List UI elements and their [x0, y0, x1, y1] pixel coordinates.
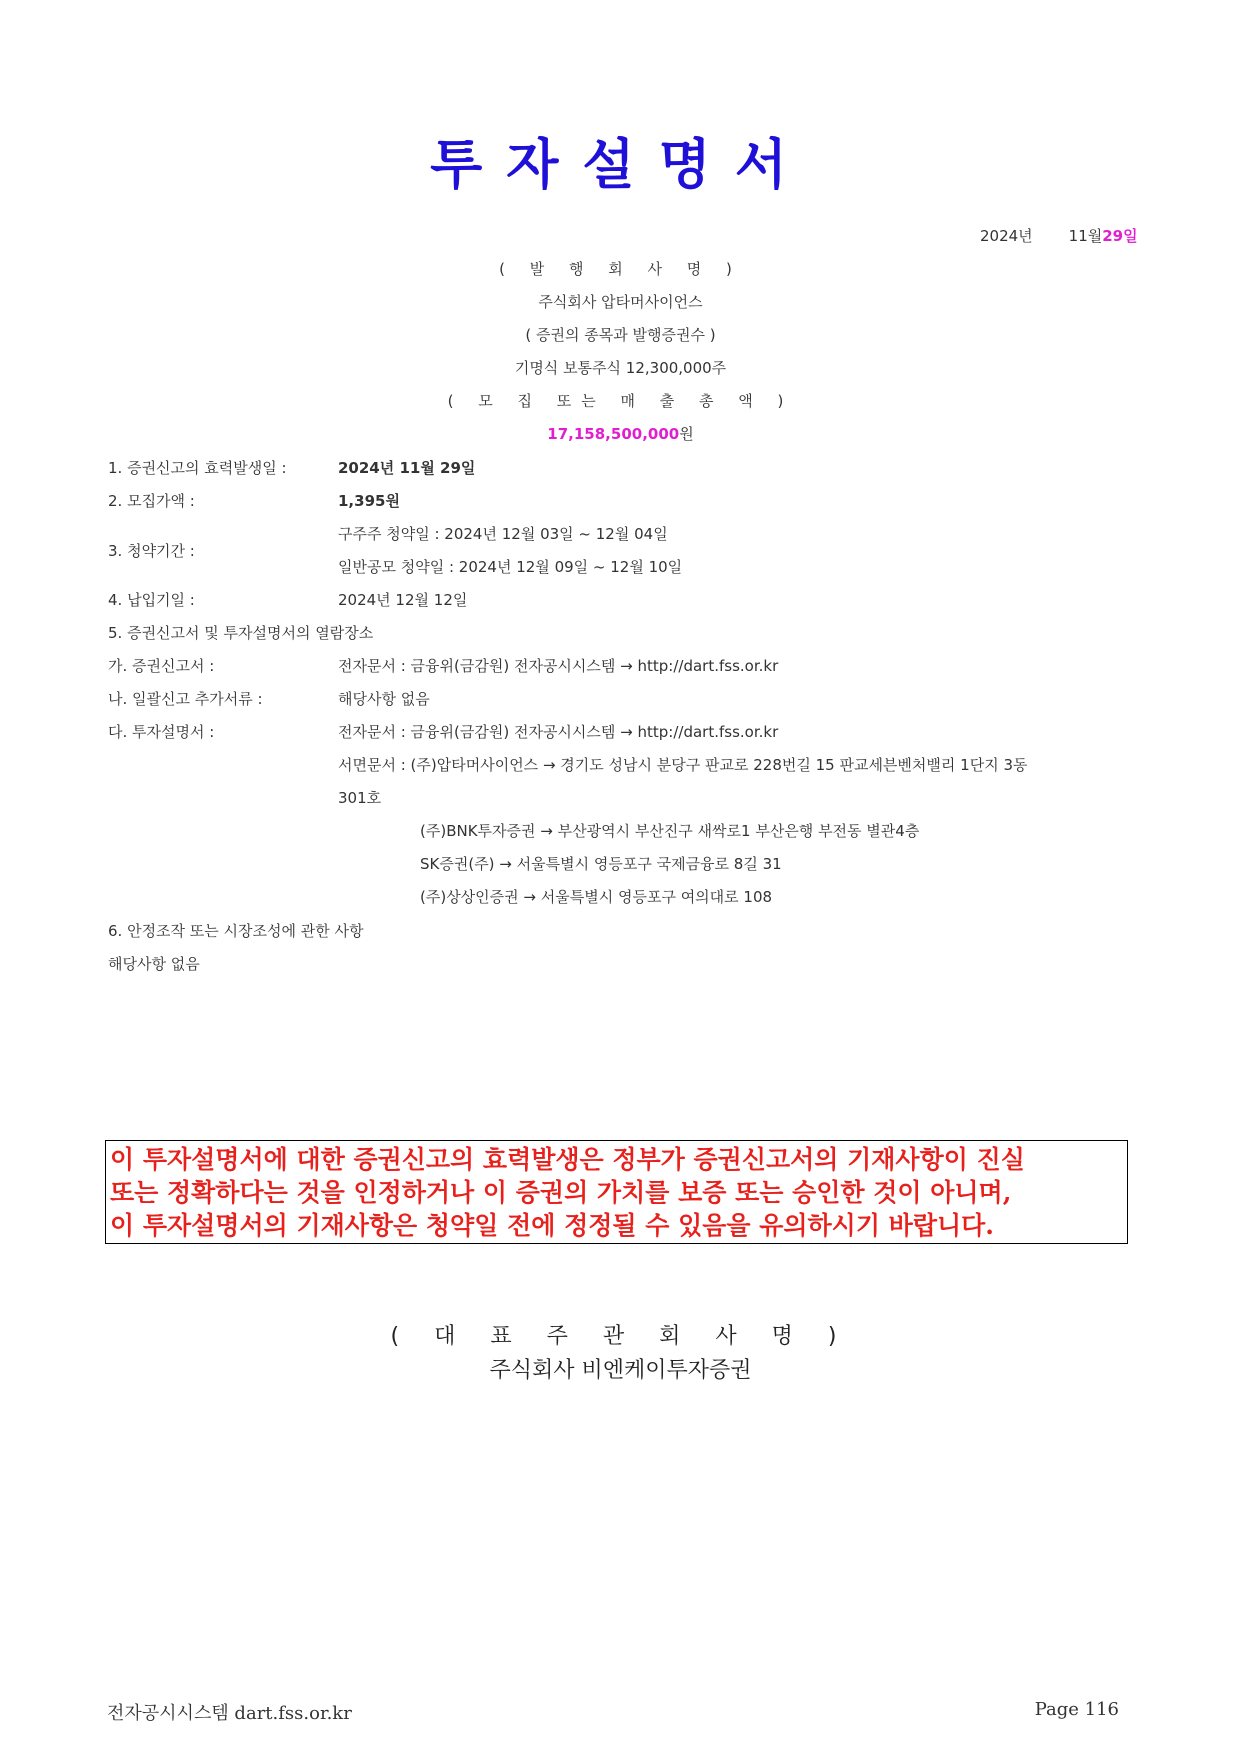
stabilization-value: 해당사항 없음: [108, 955, 200, 973]
registration-value: 전자문서 : 금융위(금감원) 전자공시시스템 → http://dart.fss.or.kr: [338, 657, 779, 675]
stabilization-heading: 6. 안정조작 또는 시장조성에 관한 사항: [108, 922, 364, 940]
date-day: 29일: [1102, 227, 1138, 245]
subscription-public: 일반공모 청약일 : 2024년 12월 09일 ~ 12월 10일: [338, 558, 683, 576]
amount-number: 17,158,500,000: [547, 425, 680, 443]
prospectus-paper-line2: 301호: [338, 789, 382, 807]
registration-label: 가. 증권신고서 :: [108, 657, 215, 675]
effective-date-label: 1. 증권신고의 효력발생일 :: [108, 459, 287, 477]
securities-label: ( 증권의 종목과 발행증권수 ): [525, 326, 716, 344]
amount-value: [0, 423, 1241, 444]
footer-page-number: Page 116: [1034, 1699, 1119, 1720]
paper-location-sangsangin: (주)상상인증권 → 서울특별시 영등포구 여의대로 108: [420, 888, 773, 906]
issuer-label: ( 발 행 회 사 명 ): [499, 260, 742, 278]
amount-unit: 원: [679, 425, 694, 443]
document-title: 투자설명서: [430, 133, 811, 196]
payment-date-value: 2024년 12월 12일: [338, 591, 468, 609]
amount-label: ( 모 집 또는 매 출 총 액 ): [447, 392, 794, 410]
securities-value: 기명식 보통주식 12,300,000주: [514, 359, 727, 377]
prospectus-paper-line1: 서면문서 : (주)압타머사이언스 → 경기도 성남시 분당구 판교로 228번길 15 판교세븐벤처밸리 1단지 3동: [338, 756, 1028, 774]
document-date: [980, 225, 1138, 246]
warning-line: 또는 정확하다는 것을 인정하거나 이 증권의 가치를 보증 또는 승인한 것이 아니며,: [110, 1178, 1012, 1207]
representative-name: 주식회사 비엔케이투자증권: [489, 1358, 752, 1383]
inspection-heading: 5. 증권신고서 및 투자설명서의 열람장소: [108, 624, 374, 642]
offer-price-value: 1,395원: [338, 492, 400, 510]
warning-line: 이 투자설명서의 기재사항은 청약일 전에 정정될 수 있음을 유의하시기 바랍니다.: [110, 1211, 994, 1240]
offer-price-label: 2. 모집가액 :: [108, 492, 195, 510]
bulk-docs-value: 해당사항 없음: [338, 690, 430, 708]
date-month: 11월: [1068, 227, 1103, 245]
warning-box: [105, 1140, 1128, 1244]
paper-location-bnk: (주)BNK투자증권 → 부산광역시 부산진구 새싹로1 부산은행 부전동 별관4층: [420, 822, 920, 840]
payment-date-label: 4. 납입기일 :: [108, 591, 195, 609]
representative-label: ( 대 표 주 관 회 사 명 ): [390, 1324, 851, 1349]
effective-date-value: 2024년 11월 29일: [338, 459, 476, 477]
paper-location-sk: SK증권(주) → 서울특별시 영등포구 국제금융로 8길 31: [420, 855, 782, 873]
warning-line: 이 투자설명서에 대한 증권신고의 효력발생은 정부가 증권신고서의 기재사항이 진실: [110, 1145, 1025, 1174]
subscription-existing: 구주주 청약일 : 2024년 12월 03일 ~ 12월 04일: [338, 525, 668, 543]
prospectus-label: 다. 투자설명서 :: [108, 723, 215, 741]
subscription-period-label: 3. 청약기간 :: [108, 542, 195, 560]
prospectus-electronic: 전자문서 : 금융위(금감원) 전자공시시스템 → http://dart.fss.or.kr: [338, 723, 779, 741]
issuer-name: 주식회사 압타머사이언스: [538, 293, 703, 311]
footer-source: 전자공시시스템 dart.fss.or.kr: [107, 1703, 352, 1724]
bulk-docs-label: 나. 일괄신고 추가서류 :: [108, 690, 263, 708]
date-year: 2024년: [980, 227, 1033, 245]
